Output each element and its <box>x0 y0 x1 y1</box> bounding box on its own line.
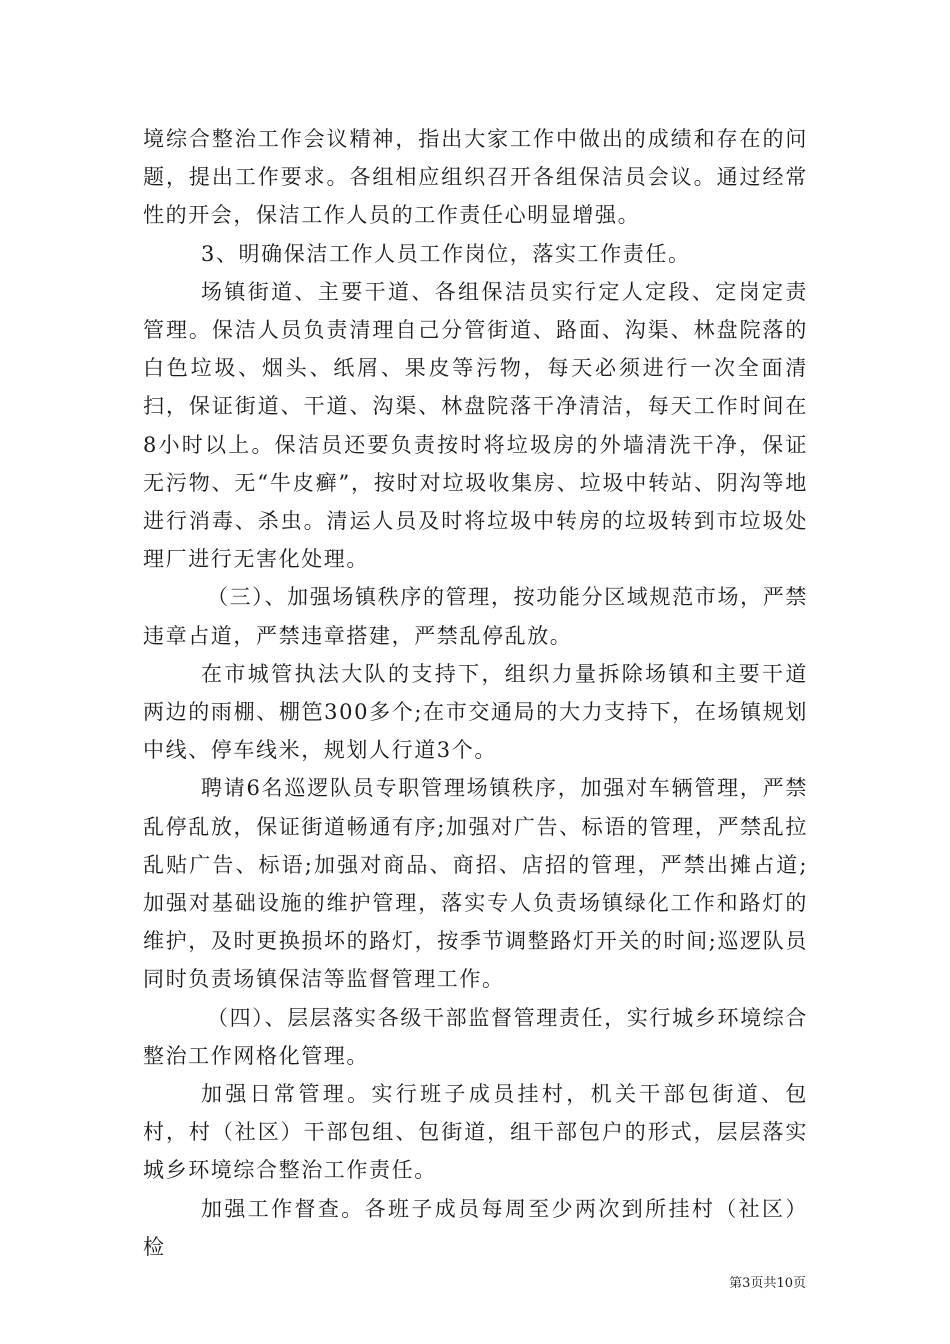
document-body <box>143 120 808 1266</box>
paragraph-supervision: 加强工作督查。各班子成员每周至少两次到所挂村（社区）检 <box>143 1196 808 1259</box>
paragraph-section-3-heading: （三）、加强场镇秩序的管理，按功能分区域规范市场，严禁违章占道，严禁违章搭建，严禁乱停乱放。 <box>143 585 808 648</box>
paragraph-daily-management: 加强日常管理。实行班子成员挂村，机关干部包街道、包村，村（社区）干部包组、包街道，组干部包户的形式，层层落实城乡环境综合整治工作责任。 <box>143 1082 808 1183</box>
paragraph-section-4-heading: （四）、层层落实各级干部监督管理责任，实行城乡环境综合整治工作网格化管理。 <box>143 1005 808 1068</box>
page-number-footer: 第3页共10页 <box>729 1276 806 1291</box>
paragraph-continuation: 境综合整治工作会议精神，指出大家工作中做出的成绩和存在的问题，提出工作要求。各组相应组织召开各组保洁员会议。通过经常性的开会，保洁工作人员的工作责任心明显增强。 <box>143 127 808 228</box>
paragraph-patrol: 聘请6名巡逻队员专职管理场镇秩序，加强对车辆管理，严禁乱停乱放，保证街道畅通有序;加强对广告、标语的管理，严禁乱拉乱贴广告、标语;加强对商品、商招、店招的管理，严禁出摊占道;加强对基础设施的维护管理，落实专人负责场镇绿化工作和路灯的维护，及时更换损坏的路灯，按季节调整路灯开关的时间;巡逻队员同时负责场镇保洁等监督管理工作。 <box>143 776 808 992</box>
paragraph-cleaning-duties: 场镇街道、主要干道、各组保洁员实行定人定段、定岗定责管理。保洁人员负责清理自己分管街道、路面、沟渠、林盘院落的白色垃圾、烟头、纸屑、果皮等污物，每天必须进行一次全面清扫，保证街道、干道、沟渠、林盘院落干净清洁，每天工作时间在8小时以上。保洁员还要负责按时将垃圾房的外墙清洗干净，保证无污物、无“牛皮癣”，按时对垃圾收集房、垃圾中转站、阴沟等地进行消毒、杀虫。清运人员及时将垃圾中转房的垃圾转到市垃圾处理厂进行无害化处理。 <box>143 279 808 572</box>
paragraph-heading-3: 3、明确保洁工作人员工作岗位，落实工作责任。 <box>201 241 691 266</box>
paragraph-demolition: 在市城管执法大队的支持下，组织力量拆除场镇和主要干道两边的雨棚、棚笆300多个;在市交通局的大力支持下，在场镇规划中线、停车线米，规划人行道3个。 <box>143 661 808 763</box>
